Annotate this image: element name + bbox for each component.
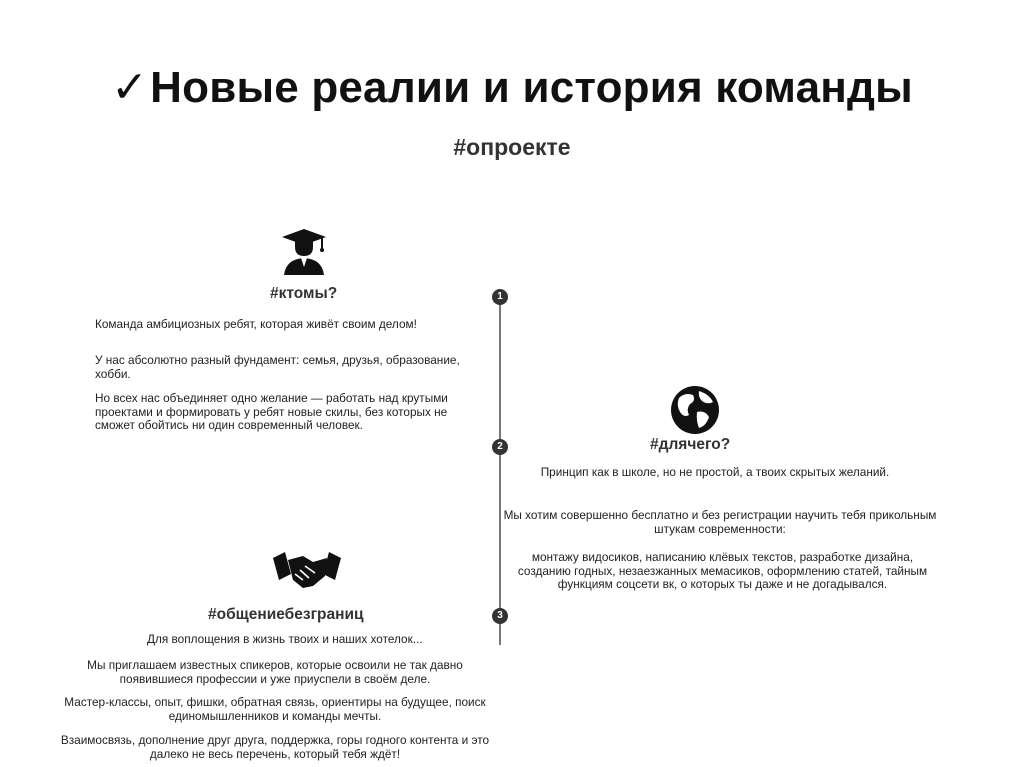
section-title-who: #ктомы? [270, 285, 338, 302]
infographic-header: #опроекте [453, 134, 571, 160]
globe-icon [669, 384, 721, 436]
who-paragraph-3: Но всех нас объединяет одно желание — работать над крутыми проектами и формировать у ребят новые скилы, без которых не сможет обойтись ни один современный человек. [95, 391, 448, 432]
checkmark-icon: ✓ [111, 63, 149, 112]
communication-paragraph-2: Мы приглашаем известных спикеров, которые освоили не так давно появившиеся профессии и уже приуспели в своём деле. [87, 658, 463, 686]
handshake-icon [273, 548, 341, 592]
section-title-communication: #общениебезграниц [208, 606, 364, 623]
timeline-number-1: 1 [492, 289, 508, 305]
graduate-icon [280, 227, 328, 275]
why-paragraph-2: Мы хотим совершенно бесплатно и без регистрации научить тебя прикольным штукам современности: [503, 508, 937, 536]
communication-paragraph-3: Мастер-классы, опыт, фишки, обратная связь, ориентиры на будущее, поиск единомышленников и команды мечты. [64, 695, 486, 723]
timeline-number-2: 2 [492, 439, 508, 455]
section-title-why: #длячего? [650, 436, 731, 453]
who-paragraph-1: Команда амбициозных ребят, которая живёт своим делом! [95, 317, 417, 331]
why-paragraph-1: Принцип как в школе, но не простой, а твоих скрытых желаний. [540, 465, 890, 479]
communication-paragraph-1: Для воплощения в жизнь твоих и наших хотелок... [147, 632, 423, 646]
slide-title-text: Новые реалии и история команды [150, 63, 913, 112]
who-paragraph-2: У нас абсолютно разный фундамент: семья, друзья, образование, хобби. [95, 353, 460, 381]
timeline-number-3: 3 [492, 608, 508, 624]
why-paragraph-3: монтажу видосиков, написанию клёвых текстов, разработке дизайна, созданию годных, незаезжанных мемасиков, оформлению статей, тайным функциям соцсети вк, о которых ты даже и не догадывался. [517, 550, 928, 591]
timeline-line [499, 290, 501, 645]
slide-title [0, 62, 1024, 113]
communication-paragraph-4: Взаимосвязь, дополнение друг друга, поддержка, горы годного контента и это далеко не весь перечень, который тебя ждёт! [60, 733, 490, 761]
